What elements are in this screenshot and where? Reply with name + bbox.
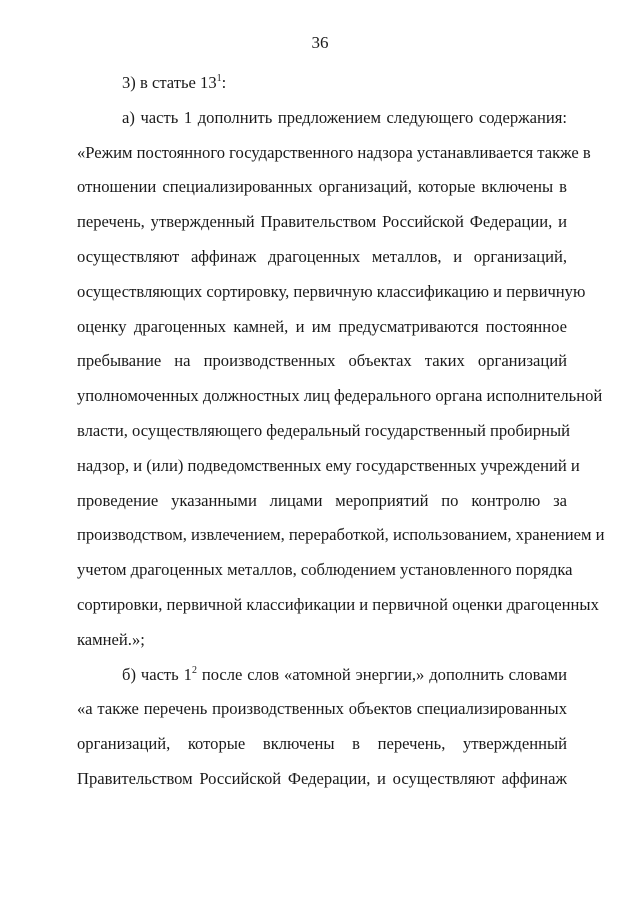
item-3-heading	[77, 66, 567, 101]
paragraph-a-line: «Режим постоянного государственного надзора устанавливается также в	[77, 142, 591, 162]
paragraph-a-line: пребывание на производственных объектах таких организаций	[77, 351, 567, 371]
paragraph-a-line: уполномоченных должностных лиц федерального органа исполнительной	[77, 386, 603, 406]
page-number: 36	[311, 33, 329, 52]
paragraph-b-superscript: 2	[191, 664, 197, 676]
paragraph-b-suffix: после слов «атомной энергии,» дополнить словами	[196, 664, 567, 684]
paragraph-b-line: организаций, которые включены в перечень, утвержденный	[77, 734, 567, 754]
item-3-superscript: 1	[216, 73, 222, 84]
paragraph-a	[77, 101, 605, 658]
paragraph-b-prefix: б) часть 1	[122, 664, 192, 684]
paragraph-a-line: перечень, утвержденный Правительством Российской Федерации, и	[77, 212, 567, 232]
paragraph-a-line: камней.»;	[77, 629, 145, 649]
item-3-suffix: :	[221, 73, 227, 92]
paragraph-b	[77, 692, 567, 796]
document-body	[77, 66, 605, 797]
paragraph-a-line: оценку драгоценных камней, и им предусматриваются постоянное	[77, 316, 567, 336]
paragraph-a-line: а) часть 1 дополнить предложением следующего содержания:	[122, 107, 567, 127]
paragraph-a-line: учетом драгоценных металлов, соблюдением установленного порядка	[77, 560, 573, 580]
paragraph-a-line: производством, извлечением, переработкой, использованием, хранением и	[77, 525, 605, 545]
paragraph-a-line: проведение указанными лицами мероприятий по контролю за	[77, 490, 567, 510]
paragraph-a-line: сортировки, первичной классификации и первичной оценки драгоценных	[77, 594, 599, 614]
paragraph-b-first-line	[77, 658, 567, 693]
paragraph-a-line: власти, осуществляющего федеральный государственный пробирный	[77, 420, 570, 440]
paragraph-b-line: «а также перечень производственных объектов специализированных	[77, 699, 567, 719]
paragraph-a-line: отношении специализированных организаций, которые включены в	[77, 177, 567, 197]
paragraph-a-line: осуществляют аффинаж драгоценных металлов, и организаций,	[77, 246, 567, 266]
paragraph-b-line: Правительством Российской Федерации, и осуществляют аффинаж	[77, 768, 567, 788]
paragraph-a-line: надзор, и (или) подведомственных ему государственных учреждений и	[77, 455, 580, 475]
item-3-prefix: 3) в статье 13	[122, 73, 217, 92]
paragraph-a-line: осуществляющих сортировку, первичную классификацию и первичную	[77, 281, 586, 301]
